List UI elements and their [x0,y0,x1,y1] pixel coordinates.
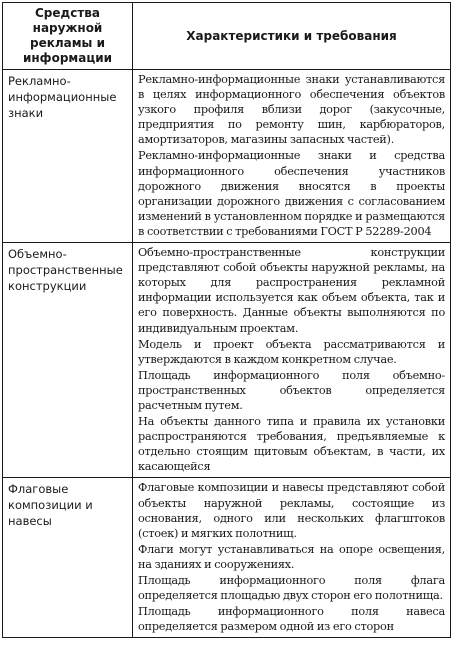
row-description [133,478,451,638]
table-header-row [3,3,451,70]
description-paragraph: Площадь информационного поля навеса определяется размером одной из его сторон [138,605,445,634]
description-paragraph: Рекламно-информационные знаки устанавливаются в целях информационного обеспечения объектов узкого профиля вблизи дорог (закусочные, предприятия по ремонту шин, карбюраторов, амортизаторов, магазины запасных частей). [138,73,445,147]
row-description [133,243,451,478]
table-row [3,478,451,638]
requirements-table [2,2,451,638]
description-paragraph: Площадь информационного поля объемно-пространственных объектов определяется расчетным путем. [138,368,445,412]
description-paragraph: Площадь информационного поля флага определяется площадью двух сторон его полотнища. [138,574,445,603]
description-paragraph: Модель и проект объекта рассматриваются и утверждаются в каждом конкретном случае. [138,337,445,366]
row-description [133,70,451,243]
description-paragraph: Флаги могут устанавливаться на опоре освещения, на зданиях и сооружениях. [138,542,445,571]
description-paragraph: На объекты данного типа и правила их установки распространяются требования, предъявляемые к отдельно стоящим щитовым объектам, в части, их касающейся [138,415,445,474]
table-row [3,70,451,243]
header-requirements: Характеристики и требования [133,3,451,70]
row-name: Флаговые композиции и навесы [3,478,133,638]
table-row [3,243,451,478]
description-paragraph: Объемно-пространственные конструкции представляют собой объекты наружной рекламы, на которых для распространения рекламной информации используется как объем объекта, так и его поверхность. Данные объекты выполняются по индивидуальным проектам. [138,246,445,335]
row-name: Объемно-пространственные конструкции [3,243,133,478]
description-paragraph: Рекламно-информационные знаки и средства информационного обеспечения участников дорожного движения вносятся в проекты организации дорожного движения с согласованием изменений в установленном порядке и размещаются в соответствии с требованиями ГОСТ Р 52289-2004 [138,149,445,238]
row-name: Рекламно-информационные знаки [3,70,133,243]
header-means: Средства наружной рекламы и информации [3,3,133,70]
description-paragraph: Флаговые композиции и навесы представляют собой объекты наружной рекламы, состоящие из основания, одного или нескольких флагштоков (стоек) и мягких полотнищ. [138,481,445,540]
